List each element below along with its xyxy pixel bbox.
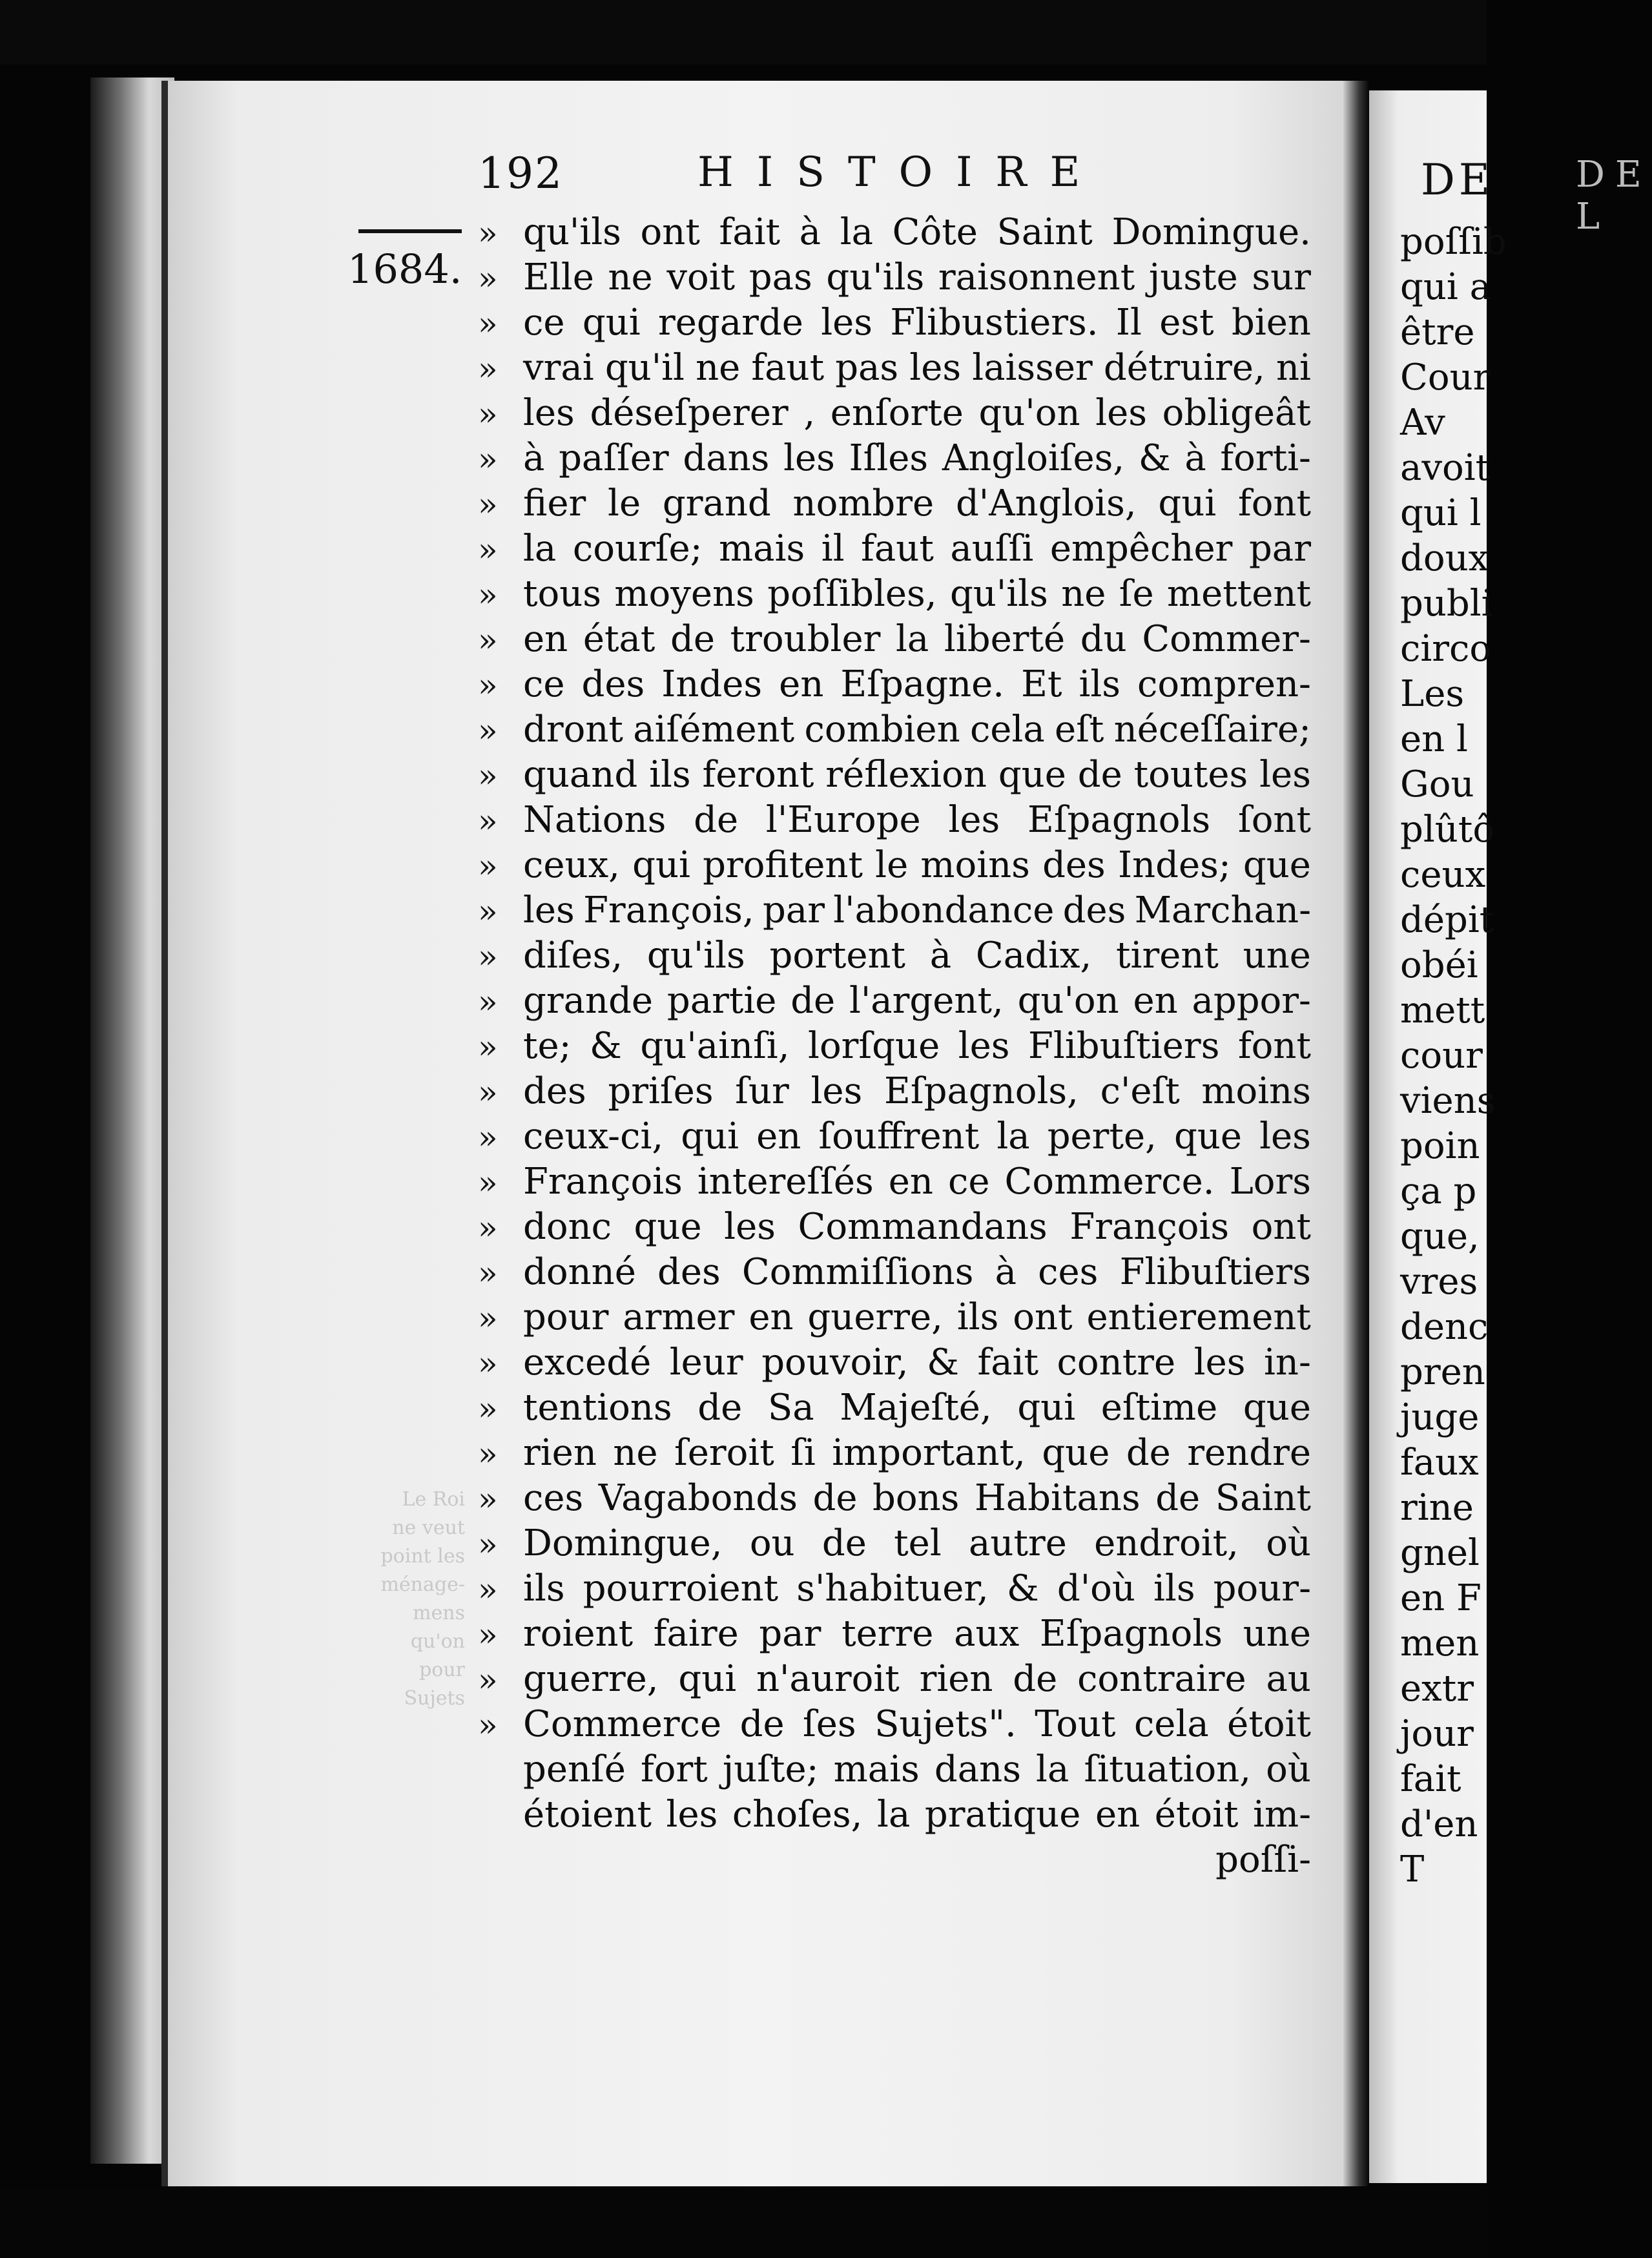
right-page-line: men: [1400, 1622, 1480, 1664]
line-text: ceux, qui profitent le moins des Indes; que: [523, 844, 1311, 886]
right-page-line: fait: [1400, 1758, 1461, 1800]
right-page-line: dépit: [1400, 899, 1494, 941]
text-line: [478, 255, 1311, 300]
faint-margin-note: pour: [419, 1659, 465, 1681]
text-line: [478, 1069, 1311, 1114]
line-text: vrai qu'il ne faut pas les laisser détruire, ni: [523, 347, 1311, 389]
line-text: penſé fort juſte; mais dans la ſituation, où: [523, 1748, 1311, 1790]
line-text: te; & qu'ainſi, lorſque les Flibuſtiers font: [523, 1025, 1311, 1067]
text-line: [478, 888, 1311, 933]
right-page-line: Gou: [1400, 763, 1474, 805]
text-line: [478, 1476, 1311, 1521]
faint-margin-note: ne veut: [392, 1517, 465, 1539]
right-page-line: denc: [1400, 1306, 1489, 1348]
text-line: [478, 1340, 1311, 1385]
right-page-line: mett: [1400, 989, 1485, 1031]
right-page-line: en l: [1400, 718, 1468, 760]
faint-margin-notes: [336, 1486, 465, 1713]
text-line: [478, 752, 1311, 798]
line-text: quand ils feront réflexion que de toutes les: [523, 754, 1311, 796]
quotation-mark: »: [478, 395, 498, 433]
right-page-line: poſſib: [1400, 221, 1507, 263]
text-line: [478, 933, 1311, 979]
line-text: grande partie de l'argent, qu'on en appor-: [523, 980, 1311, 1022]
quotation-mark: »: [478, 1209, 498, 1247]
text-line: [478, 1521, 1311, 1566]
text-line: [478, 1024, 1311, 1069]
scan-border-bottom: [0, 2190, 1487, 2258]
faint-margin-note: qu'on: [410, 1630, 465, 1653]
quotation-mark: »: [478, 1119, 498, 1156]
right-page-line: ça p: [1400, 1170, 1477, 1212]
quotation-mark: »: [478, 350, 498, 388]
faint-margin-note: Le Roi: [402, 1488, 465, 1511]
text-line: [478, 1792, 1311, 1838]
quotation-mark: »: [478, 667, 498, 704]
quotation-mark: »: [478, 1571, 498, 1608]
quotation-mark: »: [478, 1435, 498, 1473]
right-page-line: viens: [1400, 1080, 1496, 1122]
quotation-mark: »: [478, 260, 498, 297]
line-text: dront aiſément combien cela eſt néceſſaire;: [523, 709, 1311, 751]
right-page-line: que,: [1400, 1216, 1480, 1258]
line-text: Domingue, ou de tel autre endroit, où: [523, 1522, 1311, 1564]
text-line: [478, 391, 1311, 436]
body-text: [478, 210, 1311, 1883]
quotation-mark: »: [478, 757, 498, 794]
text-line: [478, 662, 1311, 707]
text-line: [478, 300, 1311, 346]
margin-year: 1684.: [347, 245, 462, 293]
line-text: diſes, qu'ils portent à Cadix, tirent une: [523, 935, 1311, 977]
line-text: ceux-ci, qui en ſouffrent la perte, que les: [523, 1115, 1311, 1157]
quotation-mark: »: [478, 576, 498, 614]
text-line: [478, 1566, 1311, 1611]
quotation-mark: »: [478, 1254, 498, 1292]
text-line: [478, 572, 1311, 617]
quotation-mark: »: [478, 847, 498, 885]
faint-margin-note: mens: [413, 1602, 465, 1624]
line-text: excedé leur pouvoir, & fait contre les in-: [523, 1341, 1311, 1383]
running-head-title: HISTOIRE: [697, 149, 1104, 196]
right-page-line: rine: [1400, 1487, 1474, 1529]
line-text: guerre, qui n'auroit rien de contraire au: [523, 1658, 1311, 1700]
right-page-line: extr: [1400, 1668, 1474, 1710]
line-text: pour armer en guerre, ils ont entierement: [523, 1296, 1311, 1338]
text-line: [478, 1295, 1311, 1340]
line-text: à paſſer dans les Iſles Angloiſes, & à forti-: [523, 437, 1311, 479]
right-page-line: Les: [1400, 673, 1465, 715]
text-line: [478, 1250, 1311, 1295]
text-line: [478, 346, 1311, 391]
bleed-through-text: DE L: [1576, 154, 1652, 238]
quotation-mark: »: [478, 440, 498, 478]
quotation-mark: »: [478, 712, 498, 749]
line-text: les déseſperer , enſorte qu'on les obligeât: [523, 392, 1311, 434]
quotation-mark: »: [478, 1073, 498, 1111]
right-page-line: vres: [1400, 1261, 1478, 1303]
line-text: ils pourroient s'habituer, & d'où ils pour-: [523, 1568, 1311, 1610]
right-page-line: faux: [1400, 1442, 1479, 1484]
line-text: Elle ne voit pas qu'ils raisonnent juste sur: [523, 256, 1311, 298]
text-line: [478, 1702, 1311, 1747]
quotation-mark: »: [478, 983, 498, 1020]
right-page-line: obéi: [1400, 944, 1478, 986]
right-page-line: circo: [1400, 628, 1492, 670]
line-text: donné des Commiſſions à ces Flibuſtiers: [523, 1251, 1311, 1293]
right-page-line: cour: [1400, 1035, 1483, 1077]
right-page-line: gnel: [1400, 1532, 1480, 1574]
text-line: [478, 1159, 1311, 1205]
right-page-line: ceux: [1400, 854, 1486, 896]
right-page-line: T: [1400, 1849, 1425, 1890]
right-page-line: publi: [1400, 583, 1493, 625]
text-line: [478, 1431, 1311, 1476]
quotation-mark: »: [478, 1616, 498, 1653]
line-text: des priſes ſur les Eſpagnols, c'eſt moins: [523, 1070, 1311, 1112]
faint-margin-note: Sujets: [404, 1687, 465, 1710]
quotation-mark: »: [478, 486, 498, 523]
right-page-line: Av: [1400, 402, 1445, 444]
right-page-line: être: [1400, 311, 1475, 353]
text-line: [478, 979, 1311, 1024]
line-text: ce des Indes en Eſpagne. Et ils compren-: [523, 663, 1311, 705]
line-text: Nations de l'Europe les Eſpagnols ſont: [523, 799, 1311, 841]
line-text: tentions de Sa Majeſté, qui eſtime que: [523, 1387, 1311, 1429]
line-text: Commerce de ſes Sujets". Tout cela étoit: [523, 1703, 1311, 1745]
right-page-line: poin: [1400, 1125, 1480, 1167]
right-page-line: d'en: [1400, 1803, 1478, 1845]
text-line: [478, 1205, 1311, 1250]
quotation-mark: »: [478, 802, 498, 840]
right-page-line: qui a: [1400, 266, 1492, 308]
text-line: [478, 707, 1311, 752]
quotation-mark: »: [478, 1526, 498, 1563]
quotation-mark: »: [478, 893, 498, 930]
book-gutter: [1343, 81, 1369, 2186]
right-page-text: [1400, 220, 1507, 1892]
quotation-mark: »: [478, 621, 498, 659]
text-line: [478, 526, 1311, 572]
right-page-line: Cour: [1400, 357, 1491, 399]
quotation-mark: »: [478, 938, 498, 975]
line-text: tous moyens poſſibles, qu'ils ne ſe mettent: [523, 573, 1311, 615]
quotation-mark: »: [478, 1706, 498, 1744]
line-text: rien ne ſeroit ſi important, que de rendre: [523, 1432, 1311, 1474]
text-line: [478, 436, 1311, 481]
text-line: [478, 481, 1311, 526]
line-text: en état de troubler la liberté du Commer-: [523, 618, 1311, 660]
margin-rule: [358, 229, 462, 233]
text-line: [478, 1385, 1311, 1431]
text-line: [478, 617, 1311, 662]
faint-margin-note: ménage-: [380, 1573, 465, 1596]
right-page-line: qui l: [1400, 492, 1482, 534]
quotation-mark: »: [478, 531, 498, 568]
right-page-line: pren: [1400, 1351, 1485, 1393]
line-text: la courſe; mais il faut auſſi empêcher par: [523, 528, 1311, 570]
scan-border-top: [0, 0, 1487, 65]
line-text: donc que les Commandans François ont: [523, 1206, 1311, 1248]
line-text: qu'ils ont fait à la Côte Saint Domingue.: [523, 211, 1311, 253]
text-line: [478, 843, 1311, 888]
quotation-mark: »: [478, 1390, 498, 1427]
text-line: [478, 1657, 1311, 1702]
right-page-line: plûtô: [1400, 809, 1495, 851]
text-line: [478, 798, 1311, 843]
quotation-mark: »: [478, 1480, 498, 1518]
quotation-mark: »: [478, 1164, 498, 1201]
line-text: François intereſſés en ce Commerce. Lors: [523, 1161, 1311, 1203]
quotation-mark: »: [478, 1300, 498, 1337]
line-text: les François, par l'abondance des Marchan-: [523, 889, 1311, 931]
faint-margin-note: point les: [380, 1545, 465, 1568]
quotation-mark: »: [478, 214, 498, 252]
text-line: [478, 1747, 1311, 1792]
right-page-line: doux: [1400, 537, 1489, 579]
text-line: [478, 210, 1311, 255]
text-line: [478, 1114, 1311, 1159]
right-page-running-head: DE: [1421, 155, 1494, 205]
line-text: roient faire par terre aux Eſpagnols une: [523, 1613, 1311, 1655]
quotation-mark: »: [478, 1028, 498, 1066]
quotation-mark: »: [478, 305, 498, 342]
right-page-line: avoit: [1400, 447, 1491, 489]
line-text: ces Vagabonds de bons Habitans de Saint: [523, 1477, 1311, 1519]
right-page-line: juge: [1400, 1396, 1480, 1438]
quotation-mark: »: [478, 1661, 498, 1699]
line-text: ce qui regarde les Flibustiers. Il est bien: [523, 302, 1311, 344]
text-line: [478, 1611, 1311, 1657]
right-page-line: en F: [1400, 1577, 1482, 1619]
catchword: poſſi-: [1215, 1839, 1311, 1881]
line-text: étoient les choſes, la pratique en étoit im-: [523, 1794, 1311, 1836]
line-text: fier le grand nombre d'Anglois, qui font: [523, 482, 1311, 524]
quotation-mark: »: [478, 1345, 498, 1382]
right-page-line: jour: [1400, 1713, 1474, 1755]
page-number: 192: [478, 149, 563, 198]
